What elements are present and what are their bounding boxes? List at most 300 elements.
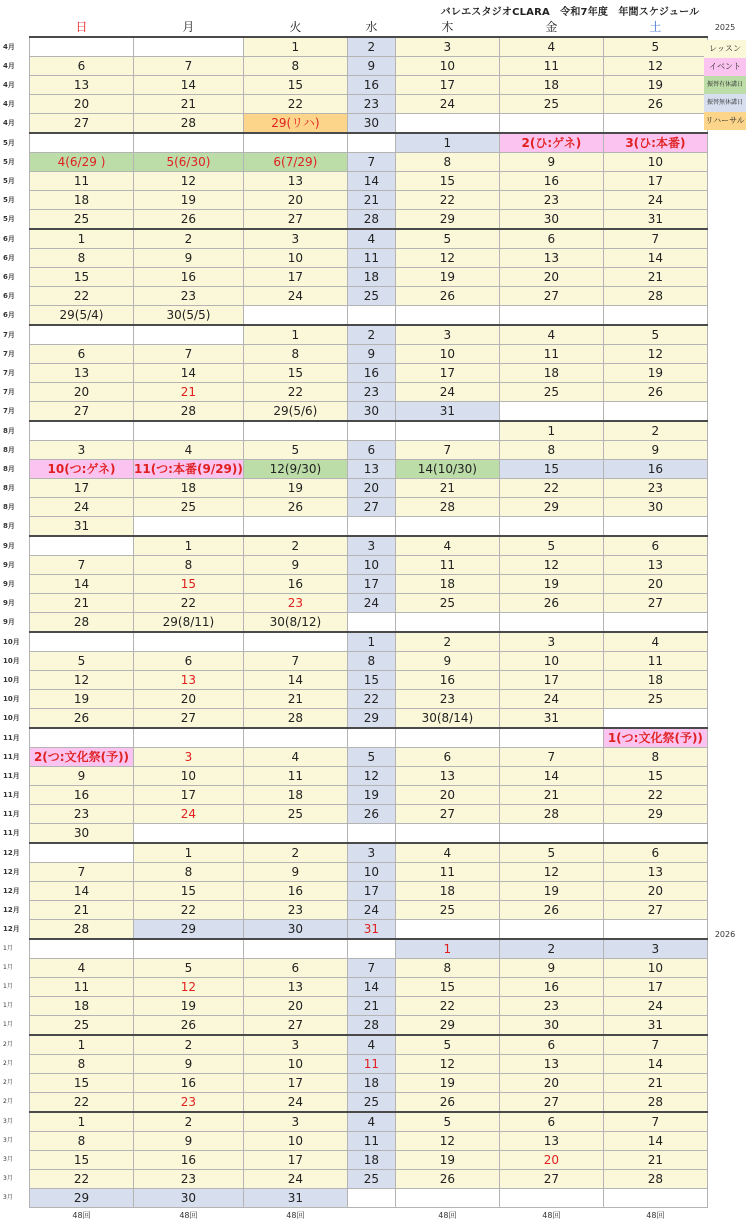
legend-item: レッスン <box>704 40 746 58</box>
day-cell: 6 <box>499 229 603 249</box>
month-label: 3月 <box>0 1112 30 1132</box>
day-cell: 30 <box>499 1016 603 1036</box>
day-cell: 22 <box>30 1170 134 1189</box>
day-cell: 18 <box>395 575 499 594</box>
day-cell <box>603 402 707 422</box>
day-cell: 6 <box>499 1035 603 1055</box>
day-cell: 13 <box>395 767 499 786</box>
week-row <box>0 229 707 249</box>
day-cell: 5 <box>347 748 395 767</box>
day-cell: 25 <box>347 1170 395 1189</box>
week-row <box>0 978 707 997</box>
lesson-count: 48回 <box>603 1208 707 1224</box>
month-label: 3月 <box>0 1170 30 1189</box>
day-cell: 17 <box>395 76 499 95</box>
week-row <box>0 613 707 633</box>
day-cell: 1 <box>30 1035 134 1055</box>
day-cell: 19 <box>347 786 395 805</box>
day-cell: 31 <box>499 709 603 729</box>
day-cell: 8 <box>603 748 707 767</box>
day-cell <box>134 939 244 959</box>
day-cell: 3 <box>347 536 395 556</box>
day-cell: 17 <box>499 671 603 690</box>
day-cell: 8 <box>30 1132 134 1151</box>
day-cell: 16 <box>395 671 499 690</box>
day-cell: 17 <box>347 882 395 901</box>
day-cell: 16 <box>30 786 134 805</box>
day-cell: 23 <box>395 690 499 709</box>
day-cell: 2 <box>134 1035 244 1055</box>
day-cell: 24 <box>603 997 707 1016</box>
day-cell: 5 <box>395 1112 499 1132</box>
month-label: 7月 <box>0 345 30 364</box>
day-cell: 7 <box>134 57 244 76</box>
day-cell: 18 <box>499 76 603 95</box>
day-cell <box>243 728 347 748</box>
day-cell: 15 <box>30 1151 134 1170</box>
day-cell: 2 <box>243 536 347 556</box>
day-cell: 17 <box>30 479 134 498</box>
day-cell: 6 <box>603 536 707 556</box>
month-label: 7月 <box>0 402 30 422</box>
week-row <box>0 959 707 978</box>
day-cell: 19 <box>395 268 499 287</box>
month-label: 4月 <box>0 37 30 57</box>
day-cell: 26 <box>30 709 134 729</box>
day-cell: 13 <box>30 76 134 95</box>
day-cell: 25 <box>347 287 395 306</box>
day-cell: 19 <box>603 364 707 383</box>
day-cell: 2 <box>603 421 707 441</box>
week-row <box>0 939 707 959</box>
day-cell: 21 <box>603 1151 707 1170</box>
day-cell: 13 <box>243 172 347 191</box>
month-label: 2月 <box>0 1035 30 1055</box>
day-cell: 12 <box>603 57 707 76</box>
day-cell: 5 <box>134 959 244 978</box>
day-cell: 9 <box>134 249 244 268</box>
day-cell: 21 <box>603 268 707 287</box>
day-cell: 3 <box>347 843 395 863</box>
month-label: 9月 <box>0 613 30 633</box>
day-cell: 7 <box>243 652 347 671</box>
day-cell: 19 <box>243 479 347 498</box>
day-cell <box>395 728 499 748</box>
week-row <box>0 824 707 844</box>
day-cell: 11 <box>30 978 134 997</box>
day-cell: 8 <box>134 556 244 575</box>
day-cell: 10 <box>243 249 347 268</box>
week-row <box>0 767 707 786</box>
week-row <box>0 709 707 729</box>
day-cell: 16 <box>243 882 347 901</box>
day-cell: 22 <box>603 786 707 805</box>
day-cell: 1 <box>395 939 499 959</box>
day-cell: 18 <box>30 997 134 1016</box>
day-cell: 9 <box>603 441 707 460</box>
day-cell: 1 <box>243 325 347 345</box>
day-cell: 30 <box>603 498 707 517</box>
day-cell <box>603 517 707 537</box>
day-cell: 7 <box>347 153 395 172</box>
day-cell: 18 <box>347 1074 395 1093</box>
day-cell: 24 <box>395 383 499 402</box>
day-cell: 4 <box>30 959 134 978</box>
month-label: 3月 <box>0 1151 30 1170</box>
month-label: 5月 <box>0 153 30 172</box>
day-cell: 4 <box>347 1035 395 1055</box>
day-cell: 7 <box>30 556 134 575</box>
day-cell: 10(つ:ゲネ) <box>30 460 134 479</box>
day-cell: 23 <box>134 1093 244 1113</box>
day-cell: 9 <box>499 959 603 978</box>
day-cell: 10 <box>499 652 603 671</box>
month-label: 11月 <box>0 786 30 805</box>
day-cell <box>499 728 603 748</box>
day-cell: 27 <box>603 901 707 920</box>
day-cell: 13 <box>30 364 134 383</box>
header-spacer <box>0 19 30 37</box>
day-cell: 16 <box>499 978 603 997</box>
day-cell <box>243 133 347 153</box>
day-cell: 25 <box>603 690 707 709</box>
day-cell: 8 <box>395 959 499 978</box>
day-cell: 24 <box>347 594 395 613</box>
day-cell: 23 <box>499 997 603 1016</box>
day-cell: 28 <box>347 210 395 230</box>
day-cell: 12 <box>395 249 499 268</box>
day-cell: 29 <box>347 709 395 729</box>
weekday-header: 水 <box>347 19 395 37</box>
month-label: 8月 <box>0 421 30 441</box>
day-cell: 1 <box>30 229 134 249</box>
week-row <box>0 460 707 479</box>
day-cell: 10 <box>395 345 499 364</box>
week-row <box>0 882 707 901</box>
day-cell: 24 <box>243 1093 347 1113</box>
month-label: 9月 <box>0 536 30 556</box>
week-row <box>0 364 707 383</box>
day-cell: 19 <box>134 191 244 210</box>
month-label: 6月 <box>0 249 30 268</box>
day-cell <box>30 632 134 652</box>
day-cell: 19 <box>499 575 603 594</box>
day-cell: 23 <box>30 805 134 824</box>
day-cell <box>347 517 395 537</box>
day-cell: 20 <box>499 268 603 287</box>
day-cell: 22 <box>395 191 499 210</box>
day-cell: 7 <box>603 229 707 249</box>
lesson-count: 48回 <box>395 1208 499 1224</box>
weekday-header: 日 <box>30 19 134 37</box>
day-cell: 9 <box>347 345 395 364</box>
day-cell: 6 <box>30 345 134 364</box>
lesson-count: 48回 <box>134 1208 244 1224</box>
week-row <box>0 345 707 364</box>
day-cell <box>347 421 395 441</box>
week-row <box>0 786 707 805</box>
weekday-header: 月 <box>134 19 244 37</box>
day-cell: 15 <box>30 1074 134 1093</box>
day-cell: 24 <box>134 805 244 824</box>
day-cell <box>499 402 603 422</box>
weekday-header: 金 <box>499 19 603 37</box>
week-row <box>0 632 707 652</box>
day-cell: 28 <box>243 709 347 729</box>
day-cell: 6 <box>30 57 134 76</box>
day-cell: 9 <box>243 556 347 575</box>
day-cell <box>134 632 244 652</box>
day-cell: 30(8/14) <box>395 709 499 729</box>
day-cell: 15 <box>30 268 134 287</box>
day-cell: 16 <box>499 172 603 191</box>
day-cell: 26 <box>603 383 707 402</box>
day-cell: 22 <box>395 997 499 1016</box>
day-cell: 30 <box>499 210 603 230</box>
day-cell: 6 <box>243 959 347 978</box>
day-cell: 15 <box>347 671 395 690</box>
month-label: 3月 <box>0 1132 30 1151</box>
day-cell: 29 <box>395 1016 499 1036</box>
day-cell: 14 <box>603 249 707 268</box>
day-cell: 3 <box>243 1112 347 1132</box>
week-row <box>0 1112 707 1132</box>
day-cell: 6 <box>347 441 395 460</box>
day-cell: 26 <box>499 594 603 613</box>
week-row <box>0 728 707 748</box>
year-label-2025: 2025 <box>704 23 746 32</box>
day-cell: 30(5/5) <box>134 306 244 326</box>
day-cell: 22 <box>243 95 347 114</box>
day-cell: 22 <box>347 690 395 709</box>
week-row <box>0 997 707 1016</box>
lesson-count <box>347 1208 395 1224</box>
week-row <box>0 1151 707 1170</box>
day-cell: 21 <box>243 690 347 709</box>
month-label: 6月 <box>0 268 30 287</box>
week-row <box>0 1132 707 1151</box>
day-cell <box>134 824 244 844</box>
day-cell: 20 <box>134 690 244 709</box>
week-row <box>0 498 707 517</box>
day-cell: 3 <box>603 939 707 959</box>
month-label: 5月 <box>0 210 30 230</box>
day-cell: 29(8/11) <box>134 613 244 633</box>
day-cell: 29(5/6) <box>243 402 347 422</box>
day-cell <box>603 114 707 134</box>
month-label: 1月 <box>0 959 30 978</box>
day-cell: 11 <box>499 57 603 76</box>
month-label: 7月 <box>0 325 30 345</box>
day-cell: 21 <box>603 1074 707 1093</box>
day-cell: 12 <box>347 767 395 786</box>
day-cell: 2 <box>499 939 603 959</box>
month-label: 6月 <box>0 306 30 326</box>
day-cell: 28 <box>30 613 134 633</box>
day-cell: 2 <box>243 843 347 863</box>
day-cell: 25 <box>30 210 134 230</box>
day-cell: 14 <box>243 671 347 690</box>
day-cell: 11(つ:本番(9/29)) <box>134 460 244 479</box>
week-row <box>0 306 707 326</box>
day-cell: 16 <box>347 364 395 383</box>
day-cell: 26 <box>499 901 603 920</box>
week-row <box>0 690 707 709</box>
day-cell: 9 <box>395 652 499 671</box>
day-cell: 19 <box>395 1074 499 1093</box>
day-cell: 20 <box>395 786 499 805</box>
week-row <box>0 1170 707 1189</box>
day-cell: 11 <box>395 863 499 882</box>
day-cell: 8 <box>243 57 347 76</box>
day-cell: 1 <box>243 37 347 57</box>
day-cell: 26 <box>395 1093 499 1113</box>
day-cell: 27 <box>395 805 499 824</box>
day-cell: 7 <box>603 1035 707 1055</box>
day-cell: 17 <box>347 575 395 594</box>
weekday-header: 木 <box>395 19 499 37</box>
day-cell: 27 <box>499 287 603 306</box>
day-cell: 30 <box>30 824 134 844</box>
lesson-count: 48回 <box>30 1208 134 1224</box>
day-cell <box>30 939 134 959</box>
day-cell: 8 <box>395 153 499 172</box>
week-row <box>0 479 707 498</box>
year-label-2026: 2026 <box>704 930 746 939</box>
day-cell: 13 <box>134 671 244 690</box>
day-cell: 21 <box>30 901 134 920</box>
day-cell: 17 <box>603 978 707 997</box>
day-cell: 15 <box>395 172 499 191</box>
month-label: 8月 <box>0 479 30 498</box>
week-row <box>0 172 707 191</box>
day-cell: 26 <box>243 498 347 517</box>
day-cell: 25 <box>499 95 603 114</box>
month-label: 10月 <box>0 690 30 709</box>
month-label: 4月 <box>0 95 30 114</box>
month-label: 4月 <box>0 114 30 134</box>
month-label: 2月 <box>0 1093 30 1113</box>
day-cell: 3 <box>499 632 603 652</box>
day-cell <box>30 421 134 441</box>
day-cell: 6 <box>603 843 707 863</box>
lesson-count: 48回 <box>499 1208 603 1224</box>
day-cell: 23 <box>134 1170 244 1189</box>
day-cell <box>395 824 499 844</box>
day-cell: 10 <box>603 153 707 172</box>
day-cell: 1 <box>395 133 499 153</box>
day-cell: 30 <box>134 1189 244 1208</box>
month-label: 8月 <box>0 517 30 537</box>
day-cell: 7 <box>347 959 395 978</box>
day-cell: 15 <box>134 575 244 594</box>
day-cell <box>499 920 603 940</box>
day-cell <box>134 325 244 345</box>
day-cell: 26 <box>395 287 499 306</box>
page-title: バレエスタジオCLARA 令和7年度 年間スケジュール <box>430 3 710 18</box>
day-cell: 2 <box>347 325 395 345</box>
day-cell: 20 <box>30 95 134 114</box>
day-cell: 8 <box>347 652 395 671</box>
day-cell: 4 <box>499 325 603 345</box>
day-cell: 25 <box>395 901 499 920</box>
day-cell <box>603 306 707 326</box>
day-cell: 14 <box>134 76 244 95</box>
month-label: 11月 <box>0 824 30 844</box>
week-row <box>0 76 707 95</box>
day-cell: 22 <box>134 594 244 613</box>
month-label: 7月 <box>0 383 30 402</box>
month-label: 12月 <box>0 843 30 863</box>
week-row <box>0 95 707 114</box>
month-label: 8月 <box>0 441 30 460</box>
legend-item: 振替有休講日 <box>704 76 746 94</box>
month-label: 5月 <box>0 133 30 153</box>
day-cell: 27 <box>499 1093 603 1113</box>
day-cell: 24 <box>499 690 603 709</box>
day-cell: 5 <box>499 536 603 556</box>
day-cell: 1 <box>347 632 395 652</box>
day-cell: 12 <box>395 1132 499 1151</box>
week-row <box>0 441 707 460</box>
day-cell: 15 <box>499 460 603 479</box>
week-row <box>0 402 707 422</box>
legend-item: リハーサル <box>704 112 746 130</box>
day-cell: 25 <box>395 594 499 613</box>
day-cell: 27 <box>30 114 134 134</box>
day-cell: 12 <box>499 863 603 882</box>
day-cell <box>243 632 347 652</box>
day-cell: 12 <box>30 671 134 690</box>
day-cell: 29 <box>395 210 499 230</box>
day-cell: 25 <box>347 1093 395 1113</box>
day-cell: 12 <box>603 345 707 364</box>
day-cell: 17 <box>603 172 707 191</box>
week-row <box>0 37 707 57</box>
week-row <box>0 805 707 824</box>
week-row <box>0 1093 707 1113</box>
day-cell: 20 <box>243 997 347 1016</box>
day-cell: 12 <box>499 556 603 575</box>
day-cell: 23 <box>347 383 395 402</box>
day-cell: 16 <box>134 1151 244 1170</box>
day-cell: 4(6/29 ) <box>30 153 134 172</box>
day-cell: 20 <box>243 191 347 210</box>
day-cell: 13 <box>243 978 347 997</box>
week-row <box>0 57 707 76</box>
day-cell <box>499 517 603 537</box>
day-cell: 4 <box>347 229 395 249</box>
day-cell: 2(ひ:ゲネ) <box>499 133 603 153</box>
day-cell: 22 <box>243 383 347 402</box>
day-cell: 14 <box>347 172 395 191</box>
day-cell: 2 <box>347 37 395 57</box>
day-cell: 18 <box>30 191 134 210</box>
day-cell: 19 <box>134 997 244 1016</box>
day-cell: 23 <box>243 594 347 613</box>
day-cell: 14 <box>499 767 603 786</box>
week-row <box>0 287 707 306</box>
day-cell: 22 <box>134 901 244 920</box>
day-cell: 26 <box>134 1016 244 1036</box>
day-cell: 15 <box>395 978 499 997</box>
week-row <box>0 1055 707 1074</box>
day-cell: 29 <box>134 920 244 940</box>
day-cell: 1 <box>134 536 244 556</box>
day-cell: 6 <box>499 1112 603 1132</box>
day-cell: 16 <box>134 268 244 287</box>
day-cell: 14 <box>603 1132 707 1151</box>
